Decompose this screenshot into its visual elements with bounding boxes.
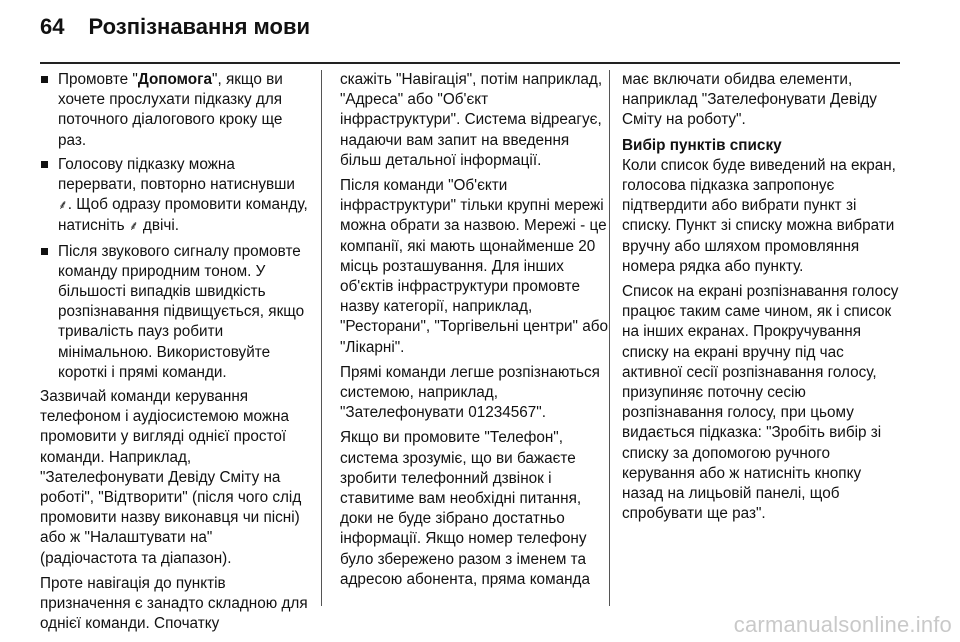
- bullet-square-icon: [41, 161, 48, 168]
- bullet-text: двічі.: [138, 217, 179, 235]
- header-rule: [40, 62, 900, 64]
- paragraph: Зазвичай команди керування телефоном і аудіосистемою можна промовити у вигляді однієї простої команди. Наприклад, "Зателефонувати Девіду Сміту на роботі", "Відтворити" (після чого слід промовити назву виконавця чи пісні) або ж "Налаштувати на" (радіочастота та діапазон).: [40, 388, 302, 567]
- paragraph: Проте навігація до пунктів призначення є занадто складною для однієї команди. Спочатку: [40, 574, 308, 633]
- column-1: [40, 70, 308, 639]
- bullet-text: . Щоб одразу промовити команду, натисніть: [58, 196, 308, 235]
- bullet-square-icon: [41, 76, 48, 83]
- bullet-item: [40, 155, 308, 238]
- watermark: carmanualsonline.info: [733, 612, 952, 637]
- voice-button-icon: ⸙: [58, 198, 68, 214]
- voice-button-icon: ⸙: [128, 219, 139, 235]
- bullet-item: [40, 70, 308, 151]
- paragraph: скажіть "Навігація", потім наприклад, "Адреса" або "Об'єкт інфраструктури". Система відреагує, надаючи вам запит на введення більш детальної інформації.: [340, 71, 603, 169]
- paragraph: має включати обидва елементи, наприклад "Зателефонувати Девіду Сміту на роботу".: [622, 71, 877, 129]
- page-number: 64: [40, 14, 65, 39]
- bullet-item: [40, 242, 308, 383]
- bullet-text: Після звукового сигналу промовте команду природним тоном. У більшості випадків швидкість розпізнавання підвищується, якщо тривалість пауз робити мінімальною. Використовуйте короткі і прямі команди.: [58, 242, 305, 381]
- paragraph: Коли список буде виведений на екран, голосова підказка запропонує підтвердити або вибрати пункт зі списку. Пункт зі списку можна вибрати вручну або шляхом промовляння номера рядка або пункту.: [622, 156, 896, 275]
- bold-term: Допомога: [137, 71, 213, 88]
- paragraph: Після команди "Об'єкти інфраструктури" тільки крупні мережі можна обрати за назвою. Мережі - це компанії, які мають щонайменше 20 місць розташування. Для інших об'єктів інфраструктури промовте назву категорії, наприклад, "Ресторани", "Торгівельні центри" або "Лікарні".: [340, 177, 608, 356]
- column-2: [340, 70, 612, 595]
- page-header: [40, 14, 310, 54]
- page-title: Розпізнавання мови: [88, 14, 311, 39]
- bullet-square-icon: [41, 248, 48, 255]
- paragraph: Прямі команди легше розпізнаються системою, наприклад, "Зателефонувати 01234567".: [340, 363, 600, 422]
- paragraph: Список на екрані розпізнавання голосу працює таким саме чином, як і список на інших екранах. Прокручування списку на екрані вручну під час активної сесії розпізнавання голосу, призупиняє поточну сесію розпізнавання голосу, при цьому видається підказка: "Зробіть вибір зі списку за допомогою ручного керування або ж натисніть кнопку назад на лицьовій панелі, щоб спробувати ще раз".: [622, 283, 899, 523]
- bullet-text: Промовте ": [58, 71, 138, 88]
- bullet-text: Голосову підказку можна перервати, повторно натиснувши: [58, 155, 295, 194]
- section-heading: Вибір пунктів списку: [622, 136, 782, 154]
- paragraph: Якщо ви промовите "Телефон", система зрозуміє, що ви бажаєте зробити телефонний дзвінок і ставитиме вам необхідні питання, доки не буде зібрано достатньо інформації. Якщо номер телефону було збережено разом з іменем та адресою абонента, пряма команда: [340, 429, 590, 588]
- column-3: [622, 70, 904, 529]
- bullet-text: ", якщо ви хочете прослухати підказку для поточного діалогового кроку ще раз.: [58, 71, 283, 149]
- column-divider: [321, 70, 322, 606]
